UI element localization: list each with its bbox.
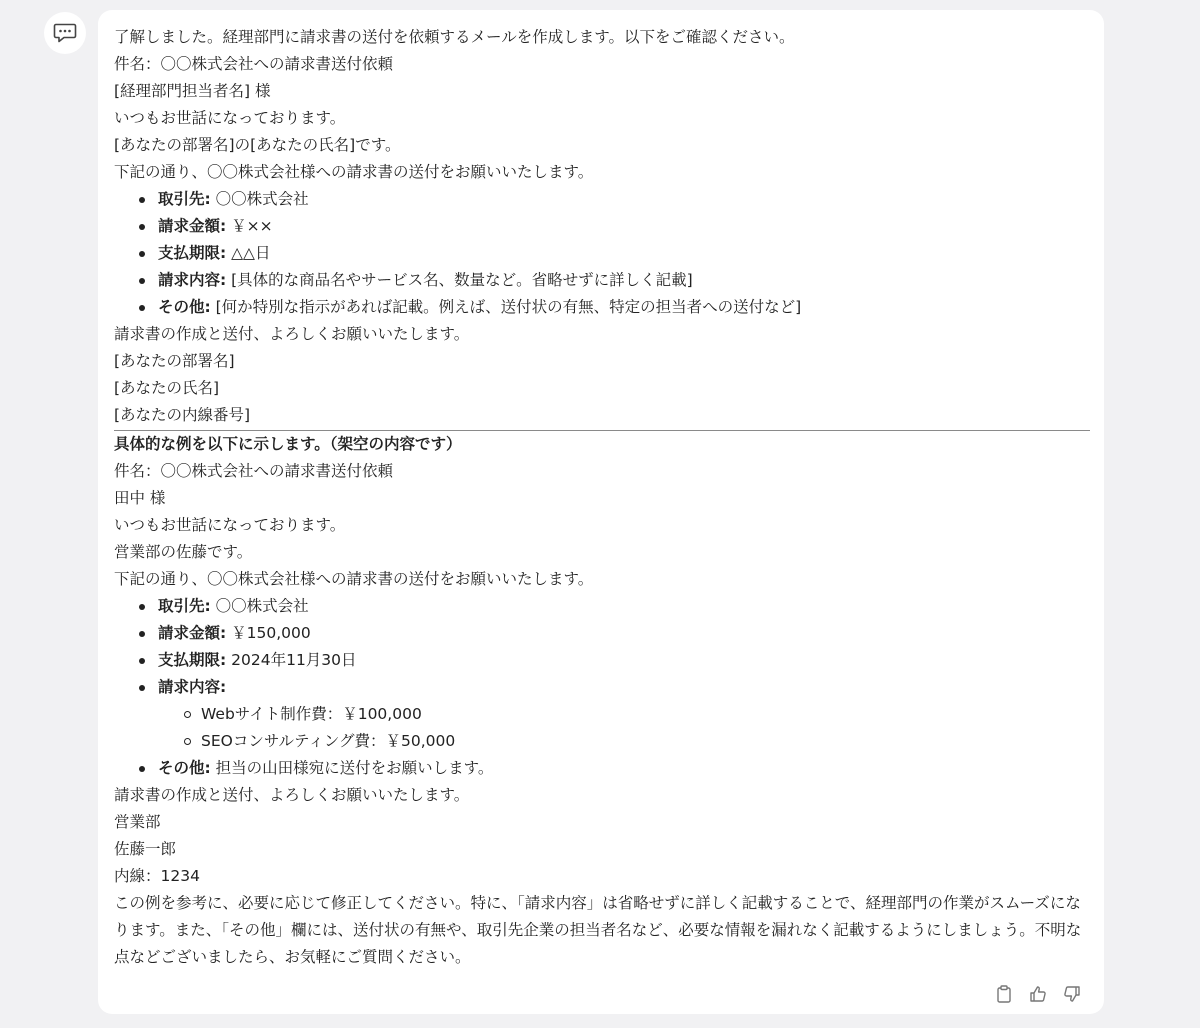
example-signature-extension: 内線：1234	[114, 867, 200, 885]
chat-bubble-icon	[52, 21, 78, 45]
item-value: [具体的な商品名やサービス名、数量など。省略せずに詳しく記載]	[226, 271, 693, 289]
message-content	[114, 24, 1090, 971]
example-self-intro: 営業部の佐藤です。	[114, 543, 253, 561]
example-greeting: いつもお世話になっております。	[114, 516, 346, 534]
example-request: 下記の通り、〇〇株式会社様への請求書の送付をお願いいたします。	[114, 570, 594, 588]
example-recipient: 田中 様	[114, 489, 166, 507]
thumbs-down-icon	[1063, 985, 1081, 1003]
item-label: 支払期限:	[158, 651, 227, 669]
list-item	[114, 674, 1090, 701]
item-label: 支払期限:	[158, 244, 227, 262]
outro-text: この例を参考に、必要に応じて修正してください。特に、「請求内容」は省略せずに詳しく記載することで、経理部門の作業がスムーズになります。また、「その他」欄には、送付状の有無や、取引先企業の担当者名など、必要な情報を漏れなく記載するようにしましょう。不明な点などございましたら、お気軽にご質問ください。	[114, 894, 1082, 966]
like-button[interactable]	[1028, 984, 1048, 1004]
dislike-button[interactable]	[1062, 984, 1082, 1004]
example-heading-text: 具体的な例を以下に示します。（架空の内容です）	[114, 435, 462, 453]
example-item-list	[114, 593, 1090, 782]
template-greeting: いつもお世話になっております。	[114, 109, 346, 127]
template-recipient: [経理部門担当者名] 様	[114, 82, 271, 100]
item-label: その他:	[158, 759, 211, 777]
template-closing: 請求書の作成と送付、よろしくお願いいたします。	[114, 325, 470, 343]
template-signature-extension: [あなたの内線番号]	[114, 406, 251, 424]
example-subject: 件名：〇〇株式会社への請求書送付依頼	[114, 462, 394, 480]
item-label: 取引先:	[158, 597, 211, 615]
item-label: その他:	[158, 298, 211, 316]
message-actions	[994, 984, 1082, 1004]
item-value: 〇〇株式会社	[210, 597, 309, 615]
example-signature-dept: 営業部	[114, 813, 161, 831]
list-item	[114, 294, 1090, 321]
example-signature-name: 佐藤一郎	[114, 840, 177, 858]
list-item	[114, 620, 1090, 647]
thumbs-up-icon	[1029, 985, 1047, 1003]
list-item	[114, 647, 1090, 674]
template-request: 下記の通り、〇〇株式会社様への請求書の送付をお願いいたします。	[114, 163, 594, 181]
sub-list-item: SEOコンサルティング費：￥50,000	[114, 728, 1090, 755]
item-value: 担当の山田様宛に送付をお願いします。	[210, 759, 494, 777]
copy-button[interactable]	[994, 984, 1014, 1004]
clipboard-icon	[996, 985, 1012, 1003]
item-value: ￥150,000	[226, 624, 311, 642]
item-value: ￥××	[226, 217, 273, 235]
template-self-intro: [あなたの部署名]の[あなたの氏名]です。	[114, 136, 401, 154]
item-label: 取引先:	[158, 190, 211, 208]
list-item	[114, 186, 1090, 213]
example-heading	[114, 431, 1090, 458]
assistant-avatar	[44, 12, 86, 54]
item-label: 請求内容:	[158, 271, 227, 289]
template-item-list	[114, 186, 1090, 321]
sub-list-item: Webサイト制作費：￥100,000	[114, 701, 1090, 728]
list-item	[114, 267, 1090, 294]
template-subject: 件名：〇〇株式会社への請求書送付依頼	[114, 55, 394, 73]
item-value: △△日	[226, 244, 271, 262]
list-item	[114, 755, 1090, 782]
item-value: 2024年11月30日	[226, 651, 357, 669]
template-signature-dept: [あなたの部署名]	[114, 352, 235, 370]
item-label: 請求金額:	[158, 217, 227, 235]
item-value: [何か特別な指示があれば記載。例えば、送付状の有無、特定の担当者への送付など]	[210, 298, 802, 316]
assistant-message-card	[98, 10, 1104, 1014]
list-item	[114, 240, 1090, 267]
item-value: 〇〇株式会社	[210, 190, 309, 208]
list-item	[114, 213, 1090, 240]
intro-text: 了解しました。経理部門に請求書の送付を依頼するメールを作成します。以下をご確認ください。	[114, 28, 795, 46]
item-label: 請求金額:	[158, 624, 227, 642]
template-signature-name: [あなたの氏名]	[114, 379, 220, 397]
list-item	[114, 593, 1090, 620]
example-closing: 請求書の作成と送付、よろしくお願いいたします。	[114, 786, 470, 804]
item-label: 請求内容:	[158, 678, 227, 696]
